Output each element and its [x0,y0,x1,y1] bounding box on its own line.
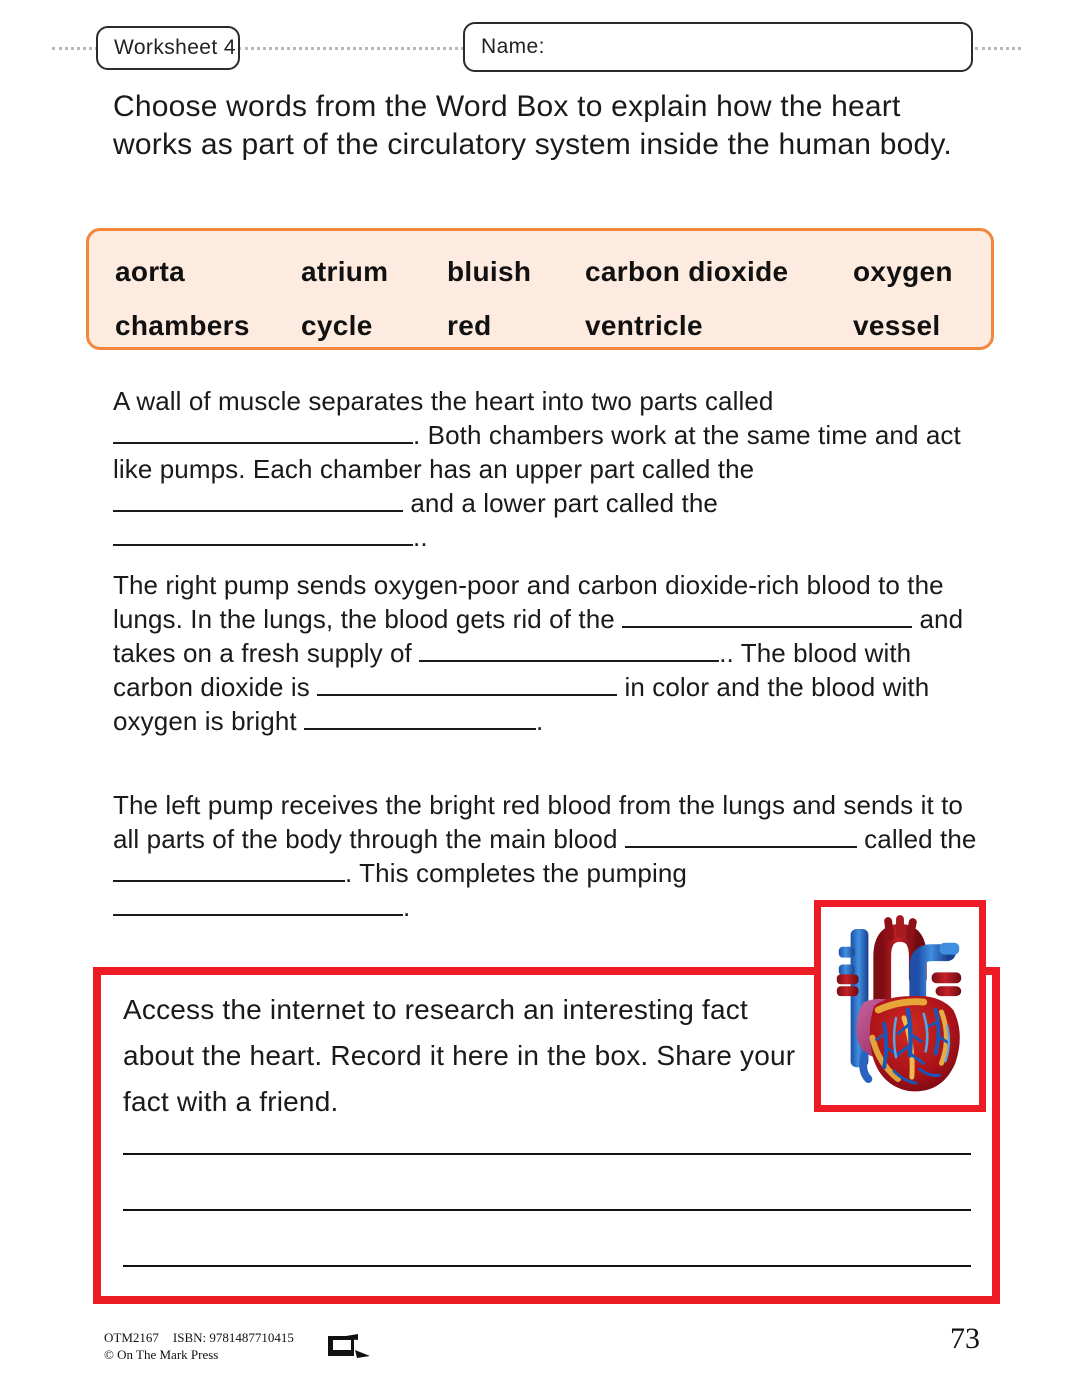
paragraph-3-segment-3: . This completes the pumping [345,858,687,888]
instruction-text: Choose words from the Word Box to explain how the heart works as part of the circulatory system inside the human body. [113,90,952,161]
question-paragraph-1 [113,384,983,554]
worksheet-number-box [96,26,240,70]
paragraph-3-segment-2: called the [856,824,977,854]
header-dotted-connector-middle [238,47,464,50]
header-dotted-connector-right [975,47,1021,50]
answer-blank[interactable] [419,637,719,662]
question-paragraph-2 [113,568,983,738]
word-item: cycle [301,310,373,341]
heart-image-frame [814,900,986,1112]
paragraph-2-segment-3: .. The blood with carbon dioxide is [113,638,912,702]
anatomical-heart-icon [821,907,979,1105]
word-item: vessel [853,310,941,341]
paragraph-1-segment-4: .. [413,522,428,552]
name-field-label: Name: [481,35,545,58]
word-item: bluish [447,256,532,287]
answer-blank[interactable] [113,487,403,512]
paragraph-1-segment-3: and a lower part called the [403,488,718,518]
word-box-row-2 [115,299,967,353]
answer-blank[interactable] [317,671,617,696]
word-item: carbon dioxide [585,256,789,287]
worksheet-number-label: Worksheet 4 [114,36,236,59]
worksheet-header [0,22,1080,74]
footer-product-code: OTM2167 [104,1330,159,1345]
word-box [86,228,994,350]
word-item: atrium [301,256,389,287]
answer-write-line[interactable] [123,1153,971,1155]
word-item: ventricle [585,310,703,341]
word-item: oxygen [853,256,953,287]
paragraph-2-segment-1: The right pump sends oxygen-poor and carbon dioxide-rich blood to the lungs. In the lungs, the blood gets rid of the [113,570,944,634]
answer-write-line[interactable] [123,1209,971,1211]
publisher-logo-icon [324,1328,380,1364]
word-item: chambers [115,310,250,341]
page-number: 73 [950,1322,980,1355]
name-field-box[interactable] [463,22,973,72]
research-fact-instruction: Access the internet to research an interesting fact about the heart. Record it here in the box. Share your fact with a friend. [123,994,796,1117]
answer-blank[interactable] [622,603,912,628]
answer-blank[interactable] [113,891,403,916]
paragraph-2-segment-2: and takes on a fresh supply of [113,604,964,668]
paragraph-2-segment-5: . [536,706,544,736]
page-footer [0,1320,1080,1380]
header-dotted-connector-left [52,47,98,50]
footer-isbn: ISBN: 9781487710415 [172,1330,294,1345]
paragraph-3-segment-1: The left pump receives the bright red blood from the lungs and sends it to all parts of the body through the main blood [113,790,963,854]
paragraph-3-segment-4: . [403,892,411,922]
answer-blank[interactable] [625,823,857,848]
paragraph-2-segment-4: in color and the blood with oxygen is bright [113,672,930,736]
word-item: aorta [115,256,185,287]
answer-write-line[interactable] [123,1265,971,1267]
answer-blank[interactable] [113,419,413,444]
answer-blank[interactable] [304,705,536,730]
footer-publication-details [104,1329,294,1363]
paragraph-1-segment-2: . Both chambers work at the same time and act like pumps. Each chamber has an upper part called the [113,420,961,484]
word-box-row-1 [115,245,967,299]
footer-copyright: © On The Mark Press [104,1347,219,1362]
word-item: red [447,310,492,341]
answer-blank[interactable] [113,521,413,546]
paragraph-1-segment-1: A wall of muscle separates the heart into two parts called [113,386,774,416]
answer-blank[interactable] [113,857,345,882]
